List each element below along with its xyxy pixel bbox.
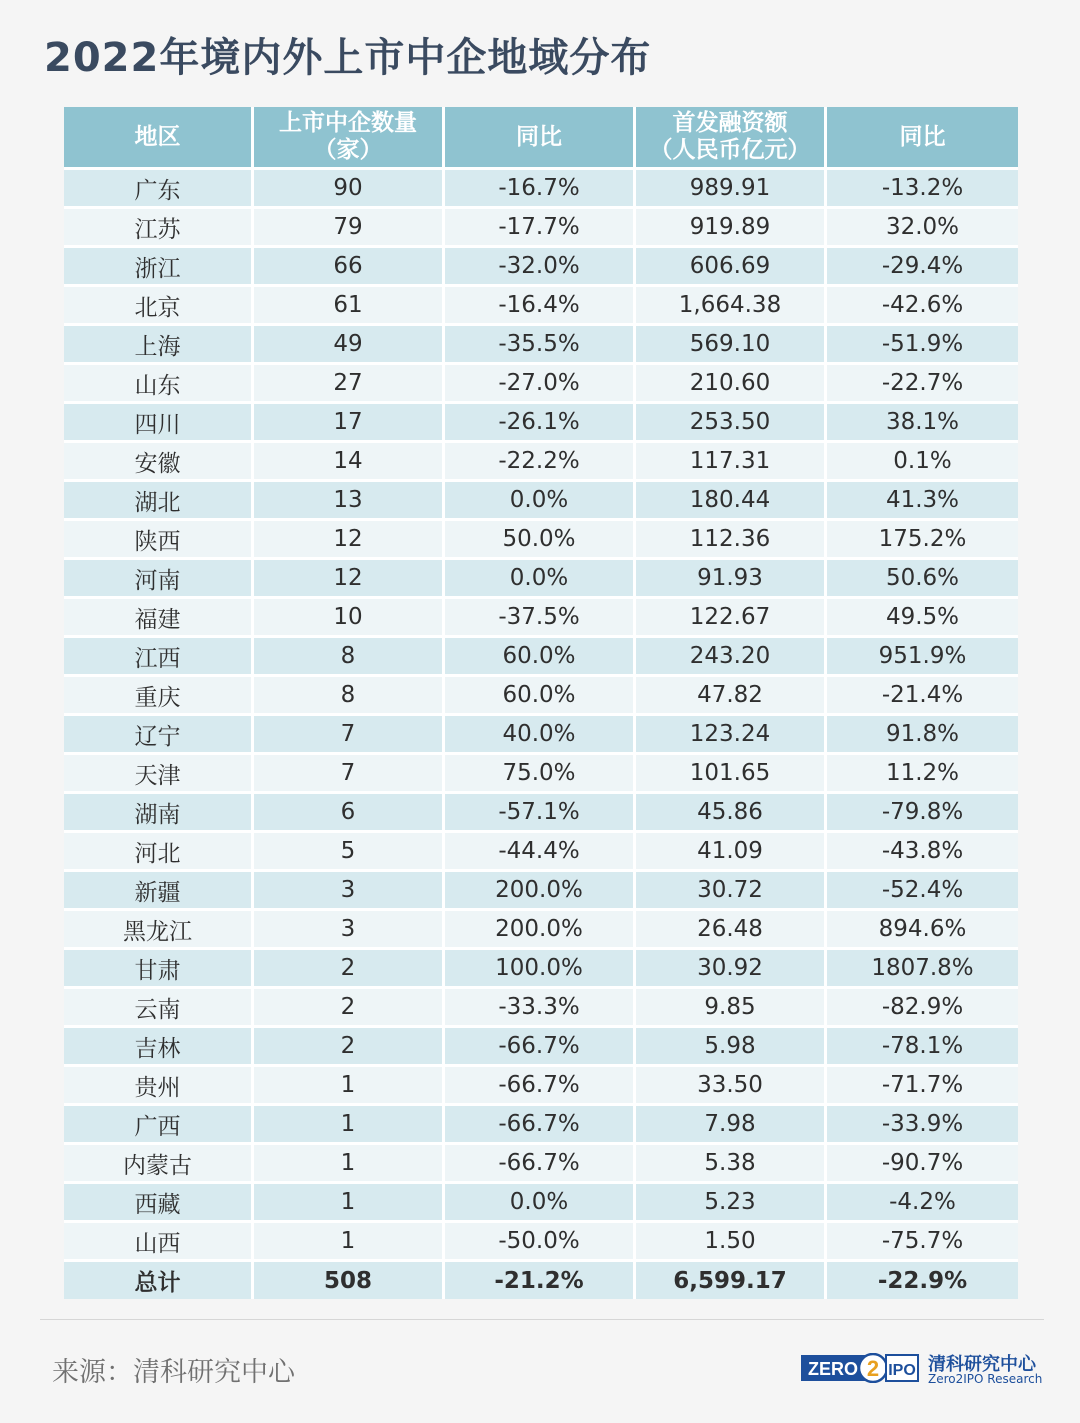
region-cell: 广西 — [64, 1106, 254, 1145]
region-cell: 辽宁 — [64, 716, 254, 755]
region-cell: 甘肃 — [64, 950, 254, 989]
ipo-amount-cell: 606.69 — [636, 248, 827, 287]
table-row — [64, 209, 1018, 248]
region-cell: 天津 — [64, 755, 254, 794]
company-count-cell: 8 — [254, 677, 445, 716]
amount-yoy-cell: -33.9% — [827, 1106, 1018, 1145]
table-row — [64, 170, 1018, 209]
ipo-amount-cell: 112.36 — [636, 521, 827, 560]
amount-yoy-cell: 50.6% — [827, 560, 1018, 599]
count-yoy-cell: -16.7% — [445, 170, 636, 209]
table-row — [64, 1067, 1018, 1106]
amount-yoy-cell: -43.8% — [827, 833, 1018, 872]
amount-yoy-cell: -71.7% — [827, 1067, 1018, 1106]
ipo-amount-cell: 91.93 — [636, 560, 827, 599]
count-yoy-cell: -33.3% — [445, 989, 636, 1028]
ipo-amount-cell: 569.10 — [636, 326, 827, 365]
region-cell: 上海 — [64, 326, 254, 365]
header-amount-yoy — [827, 107, 1018, 170]
ipo-amount-cell: 5.23 — [636, 1184, 827, 1223]
amount-yoy-cell: 1807.8% — [827, 950, 1018, 989]
amount-yoy-cell: 49.5% — [827, 599, 1018, 638]
table-row — [64, 521, 1018, 560]
table-row — [64, 638, 1018, 677]
region-cell: 广东 — [64, 170, 254, 209]
ipo-amount-cell: 117.31 — [636, 443, 827, 482]
table-row — [64, 248, 1018, 287]
count-yoy-cell: -22.2% — [445, 443, 636, 482]
company-count-cell: 8 — [254, 638, 445, 677]
ipo-amount-cell: 7.98 — [636, 1106, 827, 1145]
ipo-amount-cell: 41.09 — [636, 833, 827, 872]
ipo-amount-cell: 122.67 — [636, 599, 827, 638]
region-cell: 山东 — [64, 365, 254, 404]
count-yoy-cell: -26.1% — [445, 404, 636, 443]
amount-yoy-cell: -52.4% — [827, 872, 1018, 911]
count-yoy-cell: -66.7% — [445, 1067, 636, 1106]
page-title: 2022年境内外上市中企地域分布 — [44, 35, 652, 81]
ipo-amount-cell: 123.24 — [636, 716, 827, 755]
region-cell: 云南 — [64, 989, 254, 1028]
source-note: 来源：清科研究中心 — [52, 1357, 295, 1388]
table-row — [64, 599, 1018, 638]
region-cell: 重庆 — [64, 677, 254, 716]
table-row — [64, 1184, 1018, 1223]
ipo-amount-cell: 243.20 — [636, 638, 827, 677]
count-yoy-cell: 50.0% — [445, 521, 636, 560]
table-header-row — [64, 107, 1018, 170]
table-row — [64, 443, 1018, 482]
total-company-count: 508 — [254, 1262, 445, 1299]
ipo-amount-cell: 5.98 — [636, 1028, 827, 1067]
amount-yoy-cell: -75.7% — [827, 1223, 1018, 1262]
amount-yoy-cell: 11.2% — [827, 755, 1018, 794]
logo-ipo-text: IPO — [888, 1362, 916, 1379]
company-count-cell: 10 — [254, 599, 445, 638]
table-row — [64, 326, 1018, 365]
region-cell: 河南 — [64, 560, 254, 599]
table-row — [64, 404, 1018, 443]
region-cell: 内蒙古 — [64, 1145, 254, 1184]
ipo-amount-cell: 253.50 — [636, 404, 827, 443]
company-count-cell: 12 — [254, 560, 445, 599]
total-count-yoy: -21.2% — [445, 1262, 636, 1299]
company-count-cell: 2 — [254, 950, 445, 989]
region-cell: 四川 — [64, 404, 254, 443]
company-count-cell: 6 — [254, 794, 445, 833]
total-label: 总计 — [64, 1262, 254, 1299]
ipo-amount-cell: 919.89 — [636, 209, 827, 248]
region-cell: 北京 — [64, 287, 254, 326]
ipo-amount-cell: 5.38 — [636, 1145, 827, 1184]
company-count-cell: 27 — [254, 365, 445, 404]
company-count-cell: 79 — [254, 209, 445, 248]
amount-yoy-cell: -42.6% — [827, 287, 1018, 326]
count-yoy-cell: 60.0% — [445, 638, 636, 677]
region-cell: 西藏 — [64, 1184, 254, 1223]
amount-yoy-cell: 175.2% — [827, 521, 1018, 560]
ipo-region-table — [64, 107, 1018, 1299]
logo-english-name: Zero2IPO Research — [928, 1372, 1043, 1386]
header-company-count — [254, 107, 445, 170]
count-yoy-cell: -16.4% — [445, 287, 636, 326]
ipo-amount-cell: 30.92 — [636, 950, 827, 989]
ipo-amount-cell: 101.65 — [636, 755, 827, 794]
header-region — [64, 107, 254, 170]
amount-yoy-cell: -79.8% — [827, 794, 1018, 833]
company-count-cell: 2 — [254, 989, 445, 1028]
region-cell: 江苏 — [64, 209, 254, 248]
logo-two-text: 2 — [866, 1356, 880, 1381]
total-amount-yoy: -22.9% — [827, 1262, 1018, 1299]
amount-yoy-cell: 91.8% — [827, 716, 1018, 755]
amount-yoy-cell: 951.9% — [827, 638, 1018, 677]
count-yoy-cell: -17.7% — [445, 209, 636, 248]
header-count-yoy — [445, 107, 636, 170]
amount-yoy-cell: -22.7% — [827, 365, 1018, 404]
ipo-amount-cell: 45.86 — [636, 794, 827, 833]
count-yoy-cell: 60.0% — [445, 677, 636, 716]
count-yoy-cell: -35.5% — [445, 326, 636, 365]
table-total-row — [64, 1262, 1018, 1299]
company-count-cell: 12 — [254, 521, 445, 560]
ipo-amount-cell: 9.85 — [636, 989, 827, 1028]
header-label: 同比 — [899, 123, 946, 150]
region-cell: 浙江 — [64, 248, 254, 287]
amount-yoy-cell: -90.7% — [827, 1145, 1018, 1184]
total-ipo-amount: 6,599.17 — [636, 1262, 827, 1299]
logo-zero-text: ZERO — [807, 1359, 859, 1379]
company-count-cell: 1 — [254, 1145, 445, 1184]
count-yoy-cell: 100.0% — [445, 950, 636, 989]
company-count-cell: 66 — [254, 248, 445, 287]
ipo-amount-cell: 1.50 — [636, 1223, 827, 1262]
count-yoy-cell: -66.7% — [445, 1106, 636, 1145]
zero2ipo-logo — [801, 1350, 1051, 1390]
header-unit: （人民币亿元） — [649, 137, 811, 163]
amount-yoy-cell: 0.1% — [827, 443, 1018, 482]
count-yoy-cell: -32.0% — [445, 248, 636, 287]
ipo-amount-cell: 47.82 — [636, 677, 827, 716]
amount-yoy-cell: -13.2% — [827, 170, 1018, 209]
count-yoy-cell: 0.0% — [445, 482, 636, 521]
company-count-cell: 14 — [254, 443, 445, 482]
table-row — [64, 911, 1018, 950]
table-row — [64, 560, 1018, 599]
logo-chinese-name: 清科研究中心 — [928, 1354, 1036, 1375]
company-count-cell: 3 — [254, 911, 445, 950]
region-cell: 福建 — [64, 599, 254, 638]
table-row — [64, 1106, 1018, 1145]
ipo-amount-cell: 1,664.38 — [636, 287, 827, 326]
header-label: 同比 — [516, 123, 562, 150]
company-count-cell: 61 — [254, 287, 445, 326]
amount-yoy-cell: -82.9% — [827, 989, 1018, 1028]
count-yoy-cell: -27.0% — [445, 365, 636, 404]
count-yoy-cell: -44.4% — [445, 833, 636, 872]
count-yoy-cell: 200.0% — [445, 872, 636, 911]
region-cell: 黑龙江 — [64, 911, 254, 950]
amount-yoy-cell: -4.2% — [827, 1184, 1018, 1223]
table-row — [64, 365, 1018, 404]
amount-yoy-cell: 32.0% — [827, 209, 1018, 248]
region-cell: 河北 — [64, 833, 254, 872]
table-row — [64, 989, 1018, 1028]
table-row — [64, 794, 1018, 833]
ipo-amount-cell: 989.91 — [636, 170, 827, 209]
table-row — [64, 482, 1018, 521]
amount-yoy-cell: -29.4% — [827, 248, 1018, 287]
region-cell: 湖南 — [64, 794, 254, 833]
table-body — [64, 170, 1018, 1262]
ipo-amount-cell: 180.44 — [636, 482, 827, 521]
table-row — [64, 716, 1018, 755]
company-count-cell: 3 — [254, 872, 445, 911]
company-count-cell: 2 — [254, 1028, 445, 1067]
count-yoy-cell: 0.0% — [445, 1184, 636, 1223]
region-cell: 安徽 — [64, 443, 254, 482]
amount-yoy-cell: 38.1% — [827, 404, 1018, 443]
count-yoy-cell: 75.0% — [445, 755, 636, 794]
count-yoy-cell: 200.0% — [445, 911, 636, 950]
table-row — [64, 872, 1018, 911]
amount-yoy-cell: -51.9% — [827, 326, 1018, 365]
company-count-cell: 13 — [254, 482, 445, 521]
company-count-cell: 5 — [254, 833, 445, 872]
region-cell: 湖北 — [64, 482, 254, 521]
region-cell: 贵州 — [64, 1067, 254, 1106]
company-count-cell: 7 — [254, 755, 445, 794]
ipo-amount-cell: 26.48 — [636, 911, 827, 950]
company-count-cell: 49 — [254, 326, 445, 365]
table-row — [64, 1223, 1018, 1262]
ipo-amount-cell: 30.72 — [636, 872, 827, 911]
amount-yoy-cell: 894.6% — [827, 911, 1018, 950]
table-row — [64, 950, 1018, 989]
count-yoy-cell: -37.5% — [445, 599, 636, 638]
header-label: 首发融资额 — [672, 110, 788, 136]
region-cell: 山西 — [64, 1223, 254, 1262]
ipo-amount-cell: 210.60 — [636, 365, 827, 404]
table-row — [64, 755, 1018, 794]
region-cell: 江西 — [64, 638, 254, 677]
header-label: 地区 — [134, 123, 181, 150]
company-count-cell: 1 — [254, 1184, 445, 1223]
region-cell: 新疆 — [64, 872, 254, 911]
table-row — [64, 677, 1018, 716]
count-yoy-cell: 40.0% — [445, 716, 636, 755]
zero2ipo-logo-mark — [801, 1353, 919, 1383]
company-count-cell: 90 — [254, 170, 445, 209]
company-count-cell: 7 — [254, 716, 445, 755]
amount-yoy-cell: -78.1% — [827, 1028, 1018, 1067]
company-count-cell: 1 — [254, 1223, 445, 1262]
company-count-cell: 1 — [254, 1067, 445, 1106]
count-yoy-cell: 0.0% — [445, 560, 636, 599]
amount-yoy-cell: -21.4% — [827, 677, 1018, 716]
ipo-amount-cell: 33.50 — [636, 1067, 827, 1106]
region-cell: 陕西 — [64, 521, 254, 560]
count-yoy-cell: -57.1% — [445, 794, 636, 833]
footer-divider — [40, 1319, 1044, 1320]
header-unit: （家） — [313, 137, 383, 163]
region-cell: 吉林 — [64, 1028, 254, 1067]
header-label: 上市中企数量 — [279, 110, 417, 136]
table-row — [64, 833, 1018, 872]
header-ipo-amount — [636, 107, 827, 170]
company-count-cell: 17 — [254, 404, 445, 443]
table-row — [64, 1145, 1018, 1184]
count-yoy-cell: -50.0% — [445, 1223, 636, 1262]
amount-yoy-cell: 41.3% — [827, 482, 1018, 521]
count-yoy-cell: -66.7% — [445, 1028, 636, 1067]
table-row — [64, 1028, 1018, 1067]
table-row — [64, 287, 1018, 326]
company-count-cell: 1 — [254, 1106, 445, 1145]
count-yoy-cell: -66.7% — [445, 1145, 636, 1184]
